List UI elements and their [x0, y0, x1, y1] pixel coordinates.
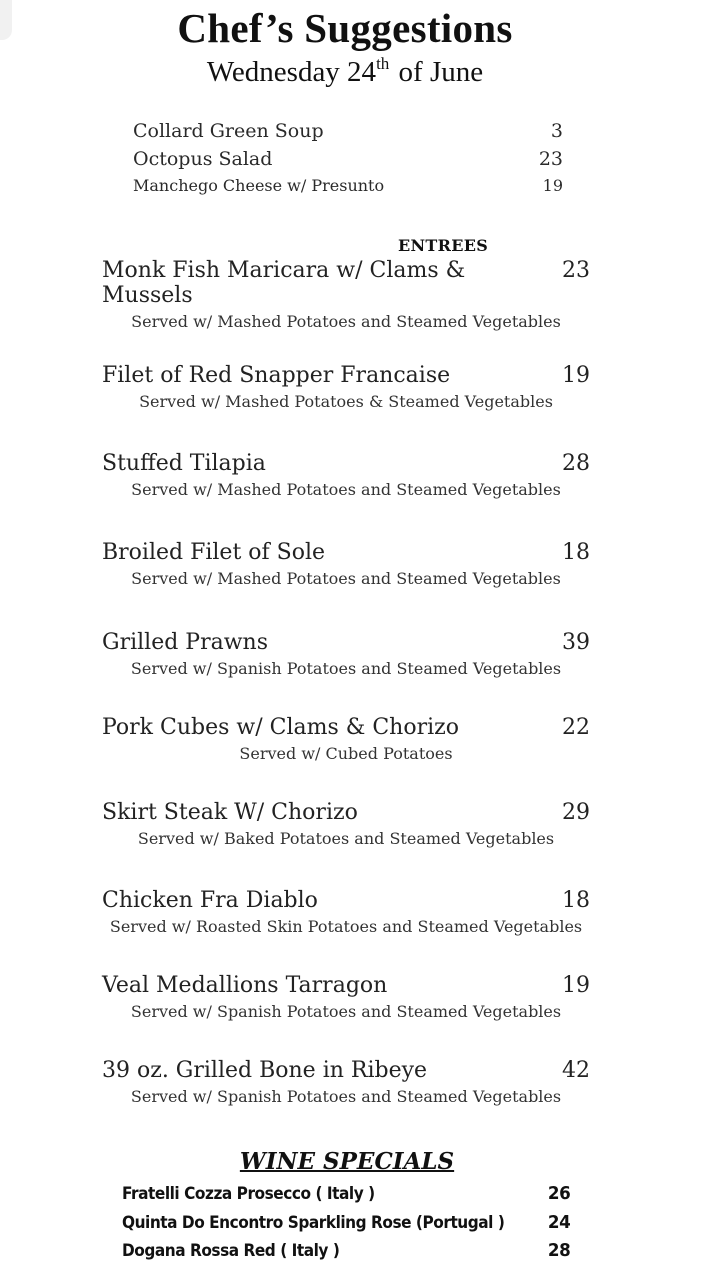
entree-name: Broiled Filet of Sole: [102, 540, 326, 565]
appetizer-price: 23: [538, 148, 563, 170]
entree-price: 18: [562, 888, 590, 913]
wine-price: 24: [547, 1211, 571, 1233]
wine-name: Dogana Rossa Red ( Italy ): [122, 1241, 340, 1260]
entree-side: Served w/ Spanish Potatoes and Steamed Vegetables: [130, 1087, 562, 1106]
entree-price: 18: [562, 540, 590, 565]
wine-list: [122, 1183, 570, 1269]
entree-side: Served w/ Spanish Potatoes and Steamed Vegetables: [130, 659, 562, 678]
appetizer-price: 3: [550, 120, 563, 142]
appetizer-price: 19: [542, 176, 563, 195]
appetizer-name: Octopus Salad: [133, 148, 273, 170]
entree-side: Served w/ Cubed Potatoes: [239, 744, 453, 763]
wine-item: [122, 1183, 570, 1212]
entree-item: [102, 715, 590, 763]
entree-price: 28: [562, 451, 590, 476]
wine-item: [122, 1240, 570, 1269]
entree-name: Pork Cubes w/ Clams & Chorizo: [102, 715, 459, 740]
entree-item: [102, 630, 590, 678]
entree-name: Stuffed Tilapia: [102, 451, 266, 476]
entree-item: [102, 258, 590, 331]
entree-item: [102, 451, 590, 499]
entree-price: 23: [562, 258, 590, 283]
appetizer-item: [133, 120, 563, 148]
entree-side: Served w/ Spanish Potatoes and Steamed Vegetables: [130, 1002, 562, 1021]
entree-price: 22: [562, 715, 590, 740]
appetizer-item: [133, 148, 563, 176]
date-suffix: th: [376, 54, 390, 73]
entree-side: Served w/ Mashed Potatoes and Steamed Vegetables: [131, 312, 561, 331]
entree-name: Monk Fish Maricara w/ Clams & Mussels: [102, 258, 466, 308]
entree-side: Served w/ Mashed Potatoes & Steamed Vegetables: [139, 392, 553, 411]
entree-item: [102, 1058, 590, 1106]
wine-price: 28: [547, 1240, 571, 1261]
appetizer-name: Manchego Cheese w/ Presunto: [133, 176, 385, 195]
entree-side: Served w/ Roasted Skin Potatoes and Steamed Vegetables: [109, 917, 583, 936]
wine-price: 26: [547, 1183, 571, 1204]
entree-side: Served w/ Mashed Potatoes and Steamed Vegetables: [131, 569, 561, 588]
wine-name: Quinta Do Encontro Sparkling Rose (Portugal ): [122, 1212, 505, 1232]
entree-price: 29: [562, 800, 590, 825]
entree-name: Filet of Red Snapper Francaise: [102, 363, 451, 388]
entree-price: 19: [562, 363, 590, 388]
appetizer-list: [133, 120, 563, 204]
menu-date: [0, 54, 690, 89]
entree-name: Chicken Fra Diablo: [102, 888, 318, 913]
entree-item: [102, 363, 590, 411]
entree-price: 19: [562, 973, 590, 998]
date-prefix: Wednesday 24: [206, 56, 377, 88]
entree-side: Served w/ Mashed Potatoes and Steamed Vegetables: [131, 480, 561, 499]
wine-specials-heading: WINE SPECIALS: [239, 1148, 455, 1175]
date-rest: of June: [398, 56, 484, 88]
entree-item: [102, 973, 590, 1021]
page-title: Chef’s Suggestions: [177, 5, 513, 51]
entree-side: Served w/ Baked Potatoes and Steamed Vegetables: [137, 829, 555, 848]
entrees-heading: ENTREES: [398, 236, 489, 255]
appetizer-item: [133, 176, 563, 204]
wine-name: Fratelli Cozza Prosecco ( Italy ): [122, 1184, 375, 1203]
entree-item: [102, 540, 590, 588]
entree-name: Veal Medallions Tarragon: [102, 973, 388, 998]
entree-name: Grilled Prawns: [102, 630, 269, 655]
entree-name: Skirt Steak W/ Chorizo: [102, 800, 358, 825]
appetizer-name: Collard Green Soup: [133, 120, 324, 142]
entree-price: 39: [562, 630, 590, 655]
entree-item: [102, 888, 590, 936]
entree-price: 42: [562, 1058, 590, 1083]
wine-item: [122, 1212, 570, 1241]
entree-name: 39 oz. Grilled Bone in Ribeye: [102, 1058, 428, 1083]
entree-item: [102, 800, 590, 848]
